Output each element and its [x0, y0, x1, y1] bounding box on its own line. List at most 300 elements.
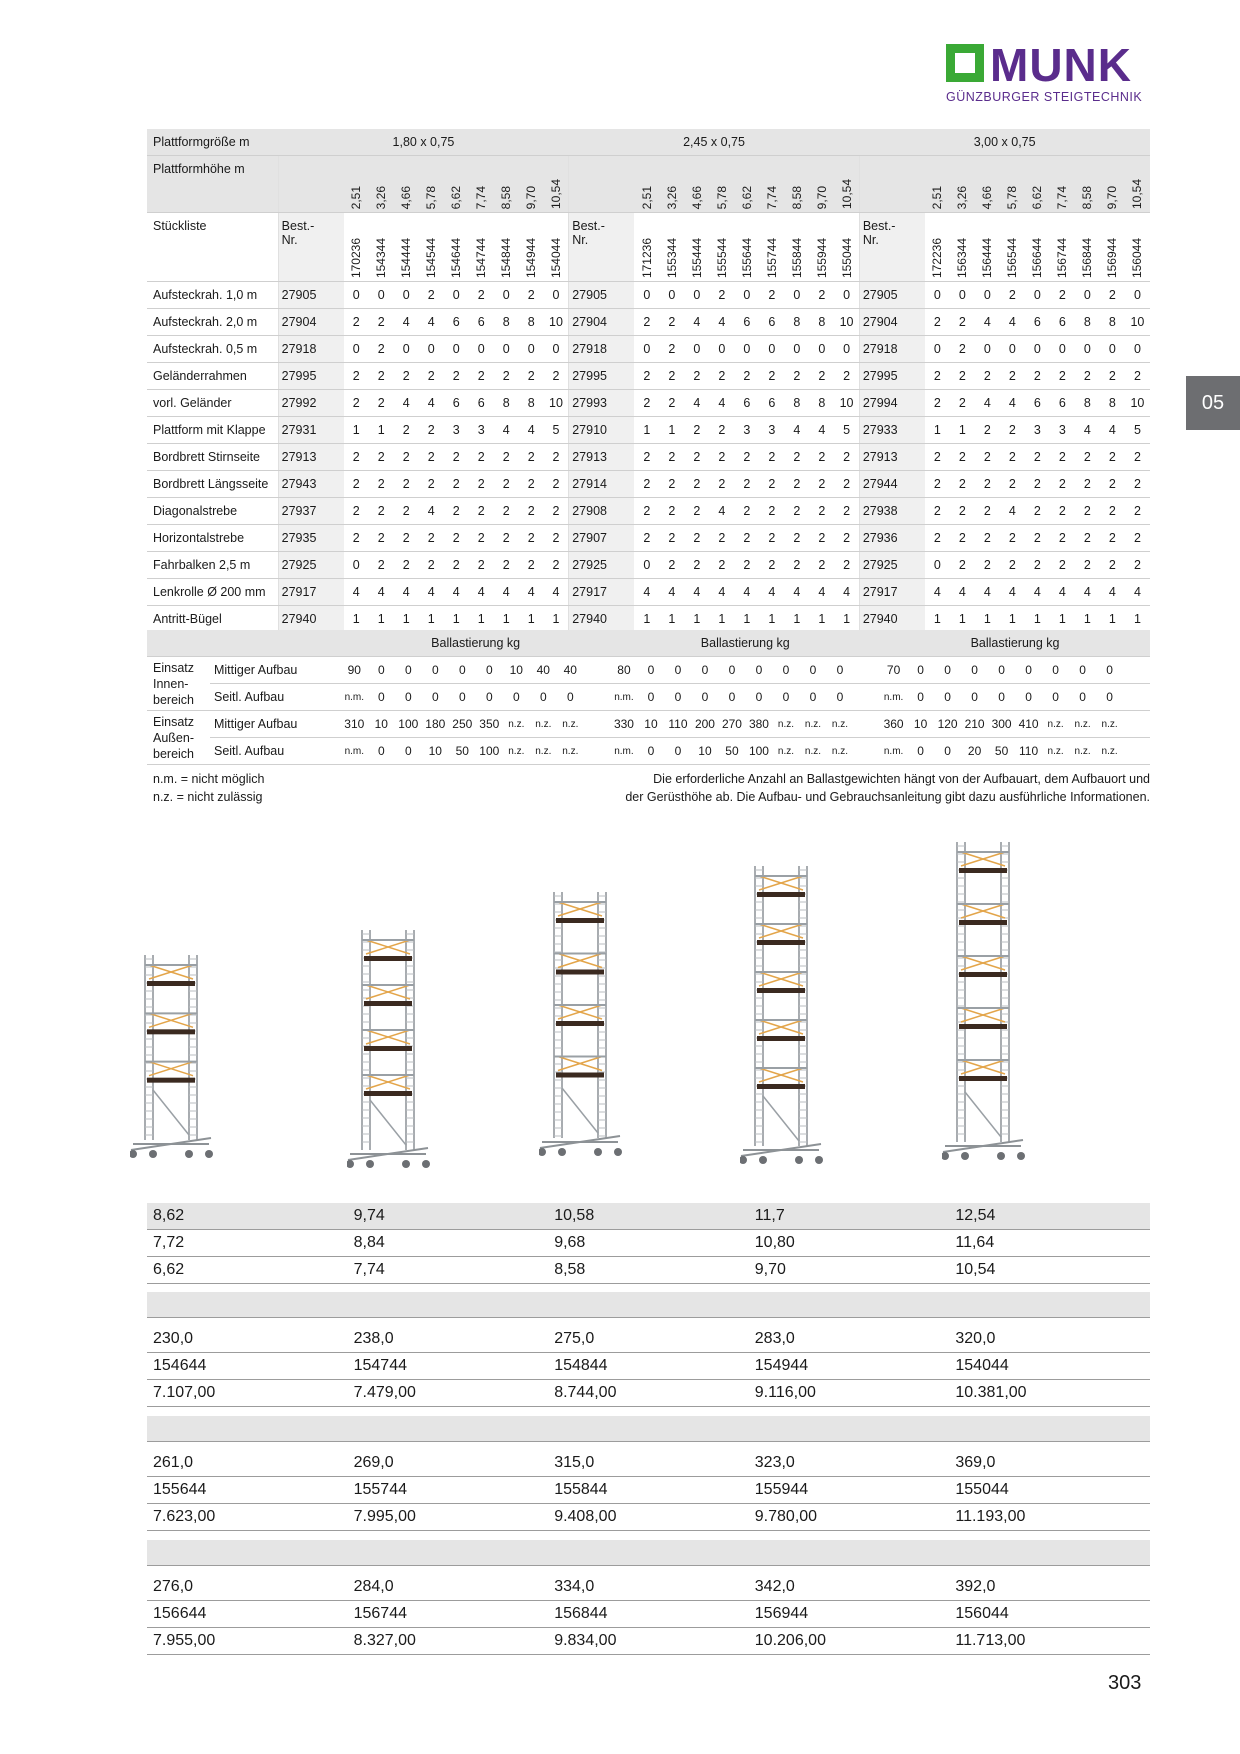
part-number: 27936: [859, 525, 925, 552]
height-header: [634, 156, 659, 213]
quantity-cell: 2: [469, 363, 494, 390]
spacer-row: [147, 1442, 1150, 1451]
part-name: Antritt-Bügel: [147, 606, 278, 633]
height-value: 8,58: [789, 185, 804, 209]
ballast-value: 0: [449, 684, 476, 711]
quantity-cell: 2: [659, 336, 684, 363]
height-header: [344, 156, 369, 213]
article-number-value: 156544: [1005, 237, 1020, 278]
height-value: 3,26: [955, 185, 970, 209]
quantity-cell: 2: [419, 471, 444, 498]
quantity-cell: 2: [419, 282, 444, 309]
quantity-cell: 4: [1000, 498, 1025, 525]
blank-cell: [569, 156, 635, 213]
quantity-cell: 8: [519, 309, 544, 336]
part-number: 27918: [278, 336, 344, 363]
quantity-cell: 0: [1075, 282, 1100, 309]
table-cell: 155644: [147, 1477, 348, 1504]
quantity-cell: 6: [1025, 390, 1050, 417]
blank-cell: [584, 738, 611, 765]
height-value: 2,51: [639, 185, 654, 209]
part-number: 27940: [859, 606, 925, 633]
quantity-cell: 2: [759, 363, 784, 390]
ballast-value: 0: [691, 684, 718, 711]
table-cell: 8.327,00: [348, 1628, 549, 1655]
ballast-value: 0: [745, 657, 772, 684]
quantity-cell: 2: [734, 444, 759, 471]
part-name: Aufsteckrah. 2,0 m: [147, 309, 278, 336]
article-number: [659, 213, 684, 282]
article-number: [519, 213, 544, 282]
ballast-group-label: Einsatz Innen- bereich: [147, 657, 210, 711]
height-value: 9,70: [524, 185, 539, 209]
quantity-cell: 2: [684, 444, 709, 471]
blank-cell: [853, 711, 880, 738]
table-cell: 154044: [949, 1353, 1150, 1380]
quantity-cell: 2: [1100, 552, 1125, 579]
quantity-cell: 2: [419, 417, 444, 444]
quantity-cell: 2: [419, 363, 444, 390]
table-cell: 155844: [548, 1477, 749, 1504]
blank-cell: [1123, 738, 1150, 765]
logo-subtitle: GÜNZBURGER STEIGTECHNIK: [946, 90, 1143, 104]
quantity-cell: 4: [1100, 579, 1125, 606]
table-cell: 155944: [749, 1477, 950, 1504]
quantity-cell: 2: [950, 498, 975, 525]
blank-cell: [147, 1566, 1150, 1575]
quantity-cell: 4: [1100, 417, 1125, 444]
logo-name: MUNK: [990, 39, 1132, 91]
table-cell: 11,64: [949, 1230, 1150, 1257]
quantity-cell: 4: [709, 498, 734, 525]
bestnr-label: [278, 213, 344, 282]
table-cell: 155744: [348, 1477, 549, 1504]
ballast-value: 0: [557, 684, 584, 711]
quantity-cell: 2: [684, 471, 709, 498]
quantity-cell: 1: [784, 606, 809, 633]
quantity-cell: 2: [759, 282, 784, 309]
ballast-value: 0: [718, 684, 745, 711]
quantity-cell: 2: [784, 444, 809, 471]
scaffold-tower-icon: [130, 955, 226, 1170]
table-row: [147, 738, 1150, 765]
table-cell: 320,0: [949, 1326, 1150, 1353]
quantity-cell: 4: [759, 579, 784, 606]
quantity-cell: 1: [1050, 606, 1075, 633]
height-value: 5,78: [714, 185, 729, 209]
height-header: [1000, 156, 1025, 213]
quantity-cell: 1: [709, 606, 734, 633]
quantity-cell: 0: [444, 336, 469, 363]
quantity-cell: 10: [544, 309, 569, 336]
quantity-cell: 2: [1050, 525, 1075, 552]
quantity-cell: 0: [394, 282, 419, 309]
table-cell: 9,68: [548, 1230, 749, 1257]
table-row: [147, 711, 1150, 738]
spacer-row: [147, 1292, 1150, 1318]
price-table-180: [147, 1292, 1150, 1407]
quantity-cell: 10: [544, 390, 569, 417]
ballast-value: n.z.: [1069, 738, 1096, 765]
ballast-value: 0: [1042, 657, 1069, 684]
quantity-cell: 2: [659, 471, 684, 498]
row-article-numbers: [147, 213, 1150, 282]
table-cell: 11.713,00: [949, 1628, 1150, 1655]
ballast-value: 10: [691, 738, 718, 765]
table-row: [147, 390, 1150, 417]
quantity-cell: 1: [494, 606, 519, 633]
quantity-cell: 5: [544, 417, 569, 444]
table-row: [147, 444, 1150, 471]
ballast-value: n.z.: [503, 738, 530, 765]
part-number: 27913: [859, 444, 925, 471]
quantity-cell: 2: [494, 363, 519, 390]
ballast-value: 0: [745, 684, 772, 711]
ballast-value: 0: [718, 657, 745, 684]
quantity-cell: 0: [634, 336, 659, 363]
part-name: vorl. Geländer: [147, 390, 278, 417]
quantity-cell: 4: [734, 579, 759, 606]
table-cell: 7,72: [147, 1230, 348, 1257]
part-number: 27917: [569, 579, 635, 606]
quantity-cell: 2: [369, 552, 394, 579]
article-number-value: 155544: [714, 237, 729, 278]
quantity-cell: 0: [1125, 336, 1150, 363]
quantity-cell: 0: [1000, 336, 1025, 363]
quantity-cell: 4: [544, 579, 569, 606]
height-value: 10,54: [1130, 178, 1145, 209]
quantity-cell: 0: [1025, 282, 1050, 309]
ballast-value: 0: [772, 657, 799, 684]
ballast-header: Ballastierung kg: [880, 630, 1150, 657]
ballast-value: n.z.: [557, 711, 584, 738]
quantity-cell: 6: [469, 390, 494, 417]
article-number-value: 154344: [374, 237, 389, 278]
quantity-cell: 4: [1075, 417, 1100, 444]
ballast-value: 40: [557, 657, 584, 684]
quantity-cell: 2: [1050, 552, 1075, 579]
ballast-value: 0: [422, 657, 449, 684]
ballast-value: n.z.: [503, 711, 530, 738]
ballast-value: 50: [988, 738, 1015, 765]
bestnr-label: [859, 213, 925, 282]
ballast-value: 10: [637, 711, 664, 738]
quantity-cell: 2: [834, 471, 859, 498]
quantity-cell: 2: [369, 336, 394, 363]
quantity-cell: 10: [834, 390, 859, 417]
ballast-value: 180: [422, 711, 449, 738]
quantity-cell: 0: [834, 282, 859, 309]
table-cell: 155044: [949, 1477, 1150, 1504]
quantity-cell: 2: [809, 282, 834, 309]
article-number: [684, 213, 709, 282]
note-nm: n.m. = nicht möglich: [153, 772, 265, 786]
part-number: 27931: [278, 417, 344, 444]
ballast-value: 100: [476, 738, 503, 765]
quantity-cell: 2: [519, 282, 544, 309]
quantity-cell: 2: [469, 282, 494, 309]
quantity-cell: 4: [684, 390, 709, 417]
table-row: [147, 552, 1150, 579]
article-number: [1025, 213, 1050, 282]
quantity-cell: 6: [444, 309, 469, 336]
quantity-cell: 0: [925, 552, 950, 579]
part-number: 27914: [569, 471, 635, 498]
article-number: [784, 213, 809, 282]
ballast-value: 20: [961, 738, 988, 765]
part-name: Horizontalstrebe: [147, 525, 278, 552]
quantity-cell: 1: [925, 417, 950, 444]
blank-cell: [147, 1292, 1150, 1318]
quantity-cell: 2: [684, 552, 709, 579]
quantity-cell: 2: [519, 444, 544, 471]
quantity-cell: 1: [519, 606, 544, 633]
table-cell: 9,74: [348, 1203, 549, 1230]
munk-logo: [946, 39, 1152, 108]
ballast-value: n.m.: [341, 684, 368, 711]
quantity-cell: 2: [419, 444, 444, 471]
row-label: Plattformgröße m: [147, 129, 278, 156]
ballast-value: 10: [503, 657, 530, 684]
height-header: [419, 156, 444, 213]
scaffold-tower-icon: [539, 892, 635, 1168]
ballast-value: n.z.: [826, 738, 853, 765]
quantity-cell: 1: [1125, 606, 1150, 633]
ballast-value: 0: [961, 684, 988, 711]
quantity-cell: 4: [419, 390, 444, 417]
height-header: [1050, 156, 1075, 213]
quantity-cell: 2: [394, 417, 419, 444]
quantity-cell: 2: [809, 552, 834, 579]
quantity-cell: 2: [1125, 498, 1150, 525]
table-cell: 7.479,00: [348, 1380, 549, 1407]
ballast-value: 0: [988, 657, 1015, 684]
quantity-cell: 4: [684, 309, 709, 336]
part-number: 27917: [859, 579, 925, 606]
ballast-value: n.m.: [610, 738, 637, 765]
quantity-cell: 4: [419, 309, 444, 336]
table-cell: 156944: [749, 1601, 950, 1628]
quantity-cell: 4: [1025, 579, 1050, 606]
quantity-cell: 2: [925, 471, 950, 498]
quantity-cell: 2: [834, 552, 859, 579]
article-number-value: 170236: [349, 237, 364, 278]
quantity-cell: 4: [659, 579, 684, 606]
spacer-row: [147, 1566, 1150, 1575]
ballast-value: 270: [718, 711, 745, 738]
article-number: [1100, 213, 1125, 282]
quantity-cell: 0: [834, 336, 859, 363]
ballast-value: 0: [826, 684, 853, 711]
quantity-cell: 2: [344, 309, 369, 336]
quantity-cell: 0: [344, 336, 369, 363]
quantity-cell: 2: [684, 498, 709, 525]
table-row: [147, 282, 1150, 309]
part-number: 27910: [569, 417, 635, 444]
table-cell: 392,0: [949, 1574, 1150, 1601]
quantity-cell: 1: [634, 417, 659, 444]
part-number: 27993: [569, 390, 635, 417]
quantity-cell: 0: [659, 282, 684, 309]
height-value: 9,70: [1105, 185, 1120, 209]
table-cell: 9.780,00: [749, 1504, 950, 1531]
quantity-cell: 2: [925, 444, 950, 471]
blank-cell: [147, 1540, 1150, 1566]
table-row: [147, 684, 1150, 711]
quantity-cell: 0: [975, 282, 1000, 309]
quantity-cell: 1: [684, 606, 709, 633]
quantity-cell: 2: [1075, 525, 1100, 552]
quantity-cell: 2: [634, 390, 659, 417]
quantity-cell: 2: [684, 417, 709, 444]
quantity-cell: 4: [444, 579, 469, 606]
quantity-cell: 4: [1075, 579, 1100, 606]
height-value: 7,74: [764, 185, 779, 209]
quantity-cell: 2: [344, 444, 369, 471]
ballast-header: Ballastierung kg: [610, 630, 880, 657]
quantity-cell: 3: [734, 417, 759, 444]
quantity-cell: 2: [544, 552, 569, 579]
quantity-cell: 6: [444, 390, 469, 417]
quantity-cell: 2: [544, 525, 569, 552]
ballast-value: 300: [988, 711, 1015, 738]
table-row: [147, 498, 1150, 525]
height-header: [544, 156, 569, 213]
quantity-cell: 0: [950, 282, 975, 309]
ballast-value: 0: [1015, 684, 1042, 711]
quantity-cell: 8: [784, 309, 809, 336]
quantity-cell: 2: [444, 552, 469, 579]
part-name: Bordbrett Längsseite: [147, 471, 278, 498]
quantity-cell: 2: [834, 363, 859, 390]
platform-size-header: 1,80 x 0,75: [278, 129, 569, 156]
table-cell: 7,74: [348, 1257, 549, 1284]
quantity-cell: 2: [394, 444, 419, 471]
note-ballast-line-1: Die erforderliche Anzahl an Ballastgewichten hängt von der Aufbauart, dem Aufbauort und: [653, 772, 1150, 786]
table-row: [147, 525, 1150, 552]
quantity-cell: 2: [834, 444, 859, 471]
quantity-cell: 4: [975, 579, 1000, 606]
quantity-cell: 4: [709, 579, 734, 606]
article-number: [950, 213, 975, 282]
ballast-value: 210: [961, 711, 988, 738]
quantity-cell: 8: [1100, 309, 1125, 336]
quantity-cell: 2: [975, 498, 1000, 525]
table-cell: 11.193,00: [949, 1504, 1150, 1531]
note-ballast-line-2: der Gerüsthöhe ab. Die Aufbau- und Gebrauchsanleitung gibt dazu ausführliche Informationen.: [625, 790, 1150, 804]
height-header: [709, 156, 734, 213]
table-row: [147, 1450, 1150, 1477]
quantity-cell: 2: [659, 498, 684, 525]
quantity-cell: 2: [1075, 552, 1100, 579]
quantity-cell: 2: [975, 471, 1000, 498]
quantity-cell: 4: [1125, 579, 1150, 606]
blank-cell: [859, 156, 925, 213]
quantity-cell: 0: [344, 552, 369, 579]
quantity-cell: 2: [1000, 282, 1025, 309]
ballast-value: 0: [476, 657, 503, 684]
table-cell: 230,0: [147, 1326, 348, 1353]
table-cell: 7.955,00: [147, 1628, 348, 1655]
quantity-cell: 0: [1025, 336, 1050, 363]
quantity-cell: 2: [950, 336, 975, 363]
quantity-cell: 2: [709, 525, 734, 552]
height-header: [734, 156, 759, 213]
ballast-value: 110: [664, 711, 691, 738]
table-cell: 6,62: [147, 1257, 348, 1284]
article-number: [494, 213, 519, 282]
quantity-cell: 2: [809, 363, 834, 390]
blank-cell: [1123, 711, 1150, 738]
table-row: [147, 309, 1150, 336]
table-cell: 283,0: [749, 1326, 950, 1353]
blank-cell: [584, 657, 611, 684]
table-cell: 9.408,00: [548, 1504, 749, 1531]
quantity-cell: 2: [1125, 525, 1150, 552]
bestnr-label-text: Best.- Nr.: [572, 219, 605, 247]
quantity-cell: 1: [834, 606, 859, 633]
height-header: [759, 156, 784, 213]
quantity-cell: 2: [344, 498, 369, 525]
quantity-cell: 2: [369, 309, 394, 336]
quantity-cell: 0: [494, 336, 519, 363]
height-value: 7,74: [1055, 185, 1070, 209]
ballast-value: n.z.: [772, 711, 799, 738]
quantity-cell: 2: [759, 525, 784, 552]
quantity-cell: 2: [519, 552, 544, 579]
quantity-cell: 4: [950, 579, 975, 606]
article-number-value: 172236: [930, 237, 945, 278]
height-header: [1075, 156, 1100, 213]
table-row: [147, 579, 1150, 606]
quantity-cell: 1: [369, 606, 394, 633]
ballast-value: n.m.: [610, 684, 637, 711]
spacer-row: [147, 1540, 1150, 1566]
height-value: 3,26: [664, 185, 679, 209]
table-cell: 10.206,00: [749, 1628, 950, 1655]
quantity-cell: 2: [1025, 552, 1050, 579]
quantity-cell: 2: [444, 471, 469, 498]
blank-cell: [1123, 657, 1150, 684]
article-number-value: 154844: [499, 237, 514, 278]
quantity-cell: 0: [394, 336, 419, 363]
ballast-value: 0: [1096, 684, 1123, 711]
quantity-cell: 8: [809, 390, 834, 417]
height-value: 5,78: [424, 185, 439, 209]
quantity-cell: 2: [1075, 363, 1100, 390]
table-cell: 154644: [147, 1353, 348, 1380]
part-number: 27913: [569, 444, 635, 471]
article-number: [975, 213, 1000, 282]
ballast-group-label: Einsatz Außen- bereich: [147, 711, 210, 765]
article-number-value: 156644: [1030, 237, 1045, 278]
part-number: 27904: [859, 309, 925, 336]
quantity-cell: 4: [394, 579, 419, 606]
blank-cell: [853, 738, 880, 765]
row-platform-height: [147, 156, 1150, 213]
table-cell: 10,80: [749, 1230, 950, 1257]
ballast-value: 200: [691, 711, 718, 738]
table-cell: 342,0: [749, 1574, 950, 1601]
quantity-cell: 2: [469, 552, 494, 579]
quantity-cell: 8: [519, 390, 544, 417]
article-number-value: 154644: [449, 237, 464, 278]
quantity-cell: 2: [1000, 363, 1025, 390]
quantity-cell: 2: [1000, 444, 1025, 471]
quantity-cell: 2: [344, 390, 369, 417]
quantity-cell: 1: [809, 606, 834, 633]
quantity-cell: 2: [925, 363, 950, 390]
